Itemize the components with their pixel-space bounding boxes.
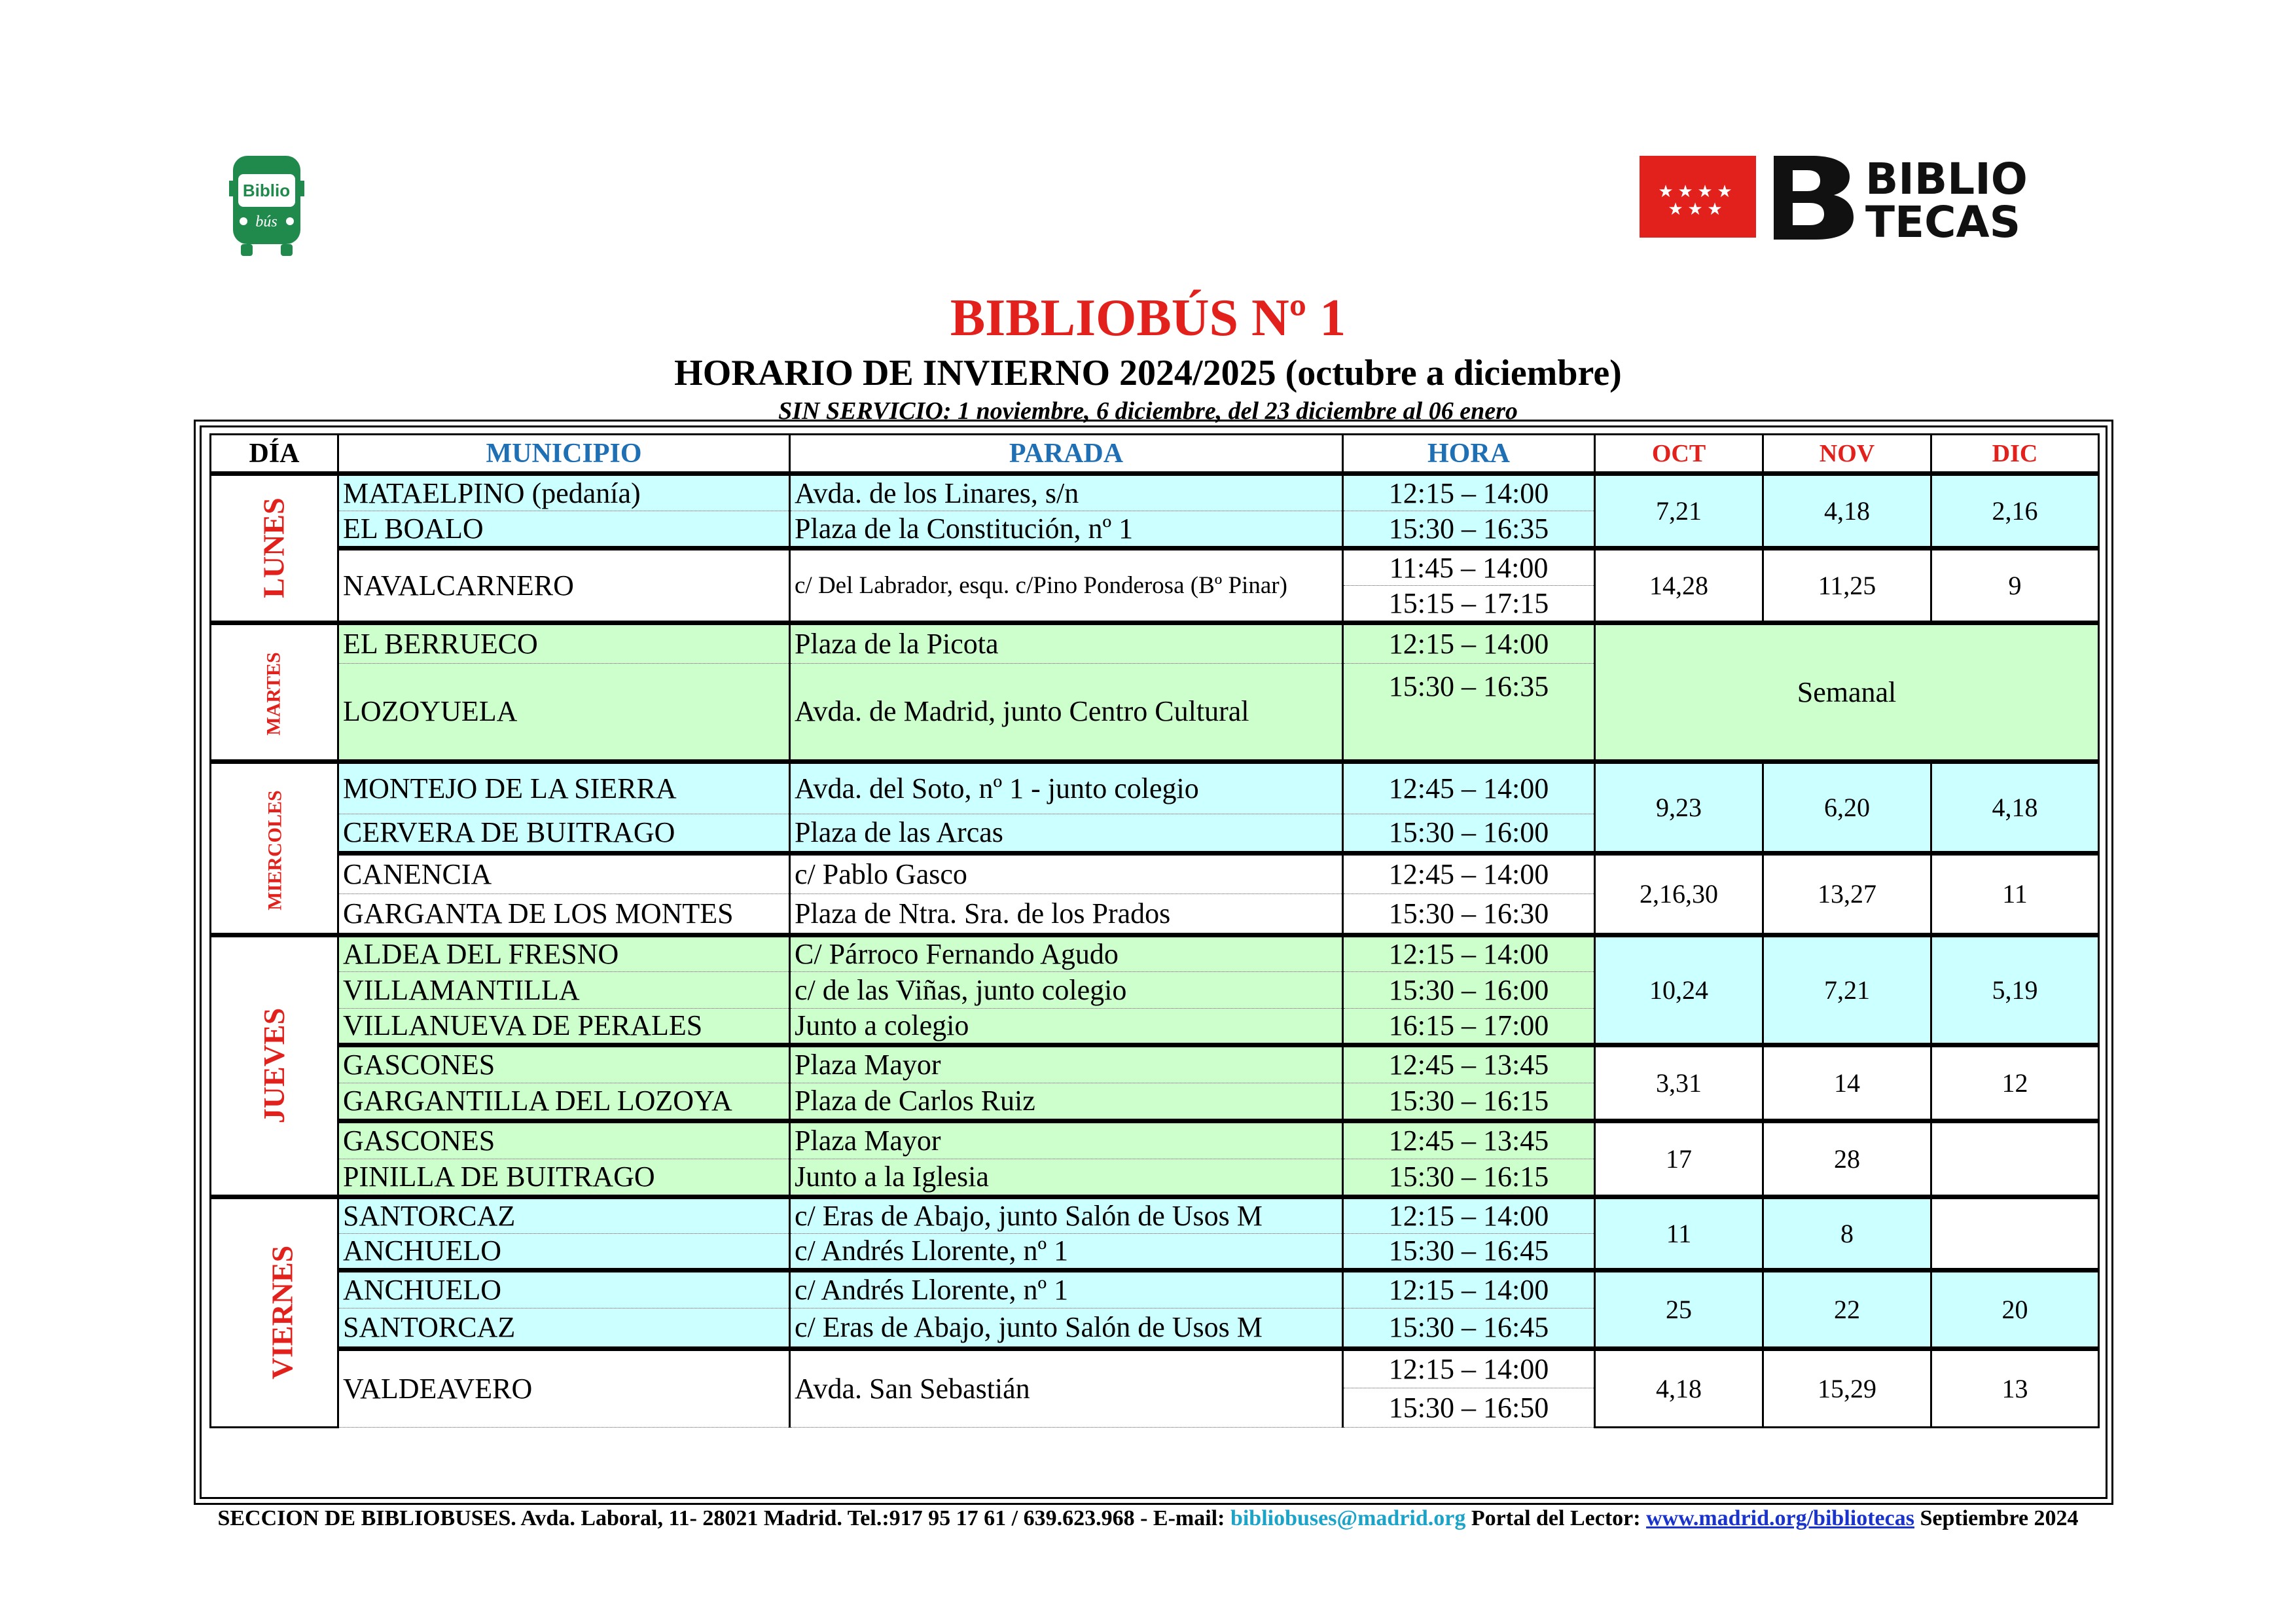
municipio-cell: VILLAMANTILLA [338, 972, 790, 1009]
footer-email-link[interactable]: bibliobuses@madrid.org [1230, 1506, 1466, 1530]
hora-cell: 15:30 – 16:45 [1343, 1234, 1595, 1271]
bus-logo-text-bottom: bús [255, 213, 278, 230]
municipio-cell: CERVERA DE BUITRAGO [338, 814, 790, 854]
day-cell-martes [211, 623, 338, 762]
municipio-cell: SANTORCAZ [338, 1197, 790, 1234]
day-label-jueves: JUEVES [257, 1007, 291, 1124]
footer-portal-link[interactable]: www.madrid.org/bibliotecas [1646, 1506, 1914, 1530]
table-row [211, 1121, 2099, 1159]
parada-cell: Plaza de la Picota [790, 623, 1343, 664]
nov-cell: 8 [1763, 1197, 1931, 1271]
svg-text:★: ★ [1697, 182, 1713, 202]
svg-text:★: ★ [1717, 182, 1732, 202]
municipio-cell: NAVALCARNERO [338, 549, 790, 623]
bibliotecas-line1: BIBLIO [1865, 156, 2028, 204]
oct-cell: 3,31 [1595, 1045, 1763, 1121]
dic-cell: 20 [1931, 1271, 2099, 1349]
hora-cell: 11:45 – 14:00 [1343, 549, 1595, 586]
header-nov: NOV [1763, 435, 1931, 474]
header-hora: HORA [1343, 435, 1595, 474]
hora-cell: 15:30 – 16:45 [1343, 1308, 1595, 1349]
parada-cell: Plaza de Carlos Ruiz [790, 1083, 1343, 1121]
nov-cell: 6,20 [1763, 762, 1931, 854]
municipio-cell: SANTORCAZ [338, 1308, 790, 1349]
dic-cell: 9 [1931, 549, 2099, 623]
hora-cell: 12:15 – 14:00 [1343, 935, 1595, 972]
oct-cell: 2,16,30 [1595, 854, 1763, 935]
hora-cell: 15:15 – 17:15 [1343, 586, 1595, 623]
day-label-lunes: LUNES [257, 497, 291, 598]
municipio-cell: GARGANTILLA DEL LOZOYA [338, 1083, 790, 1121]
municipio-cell: GARGANTA DE LOS MONTES [338, 894, 790, 935]
parada-cell: c/ Andrés Llorente, nº 1 [790, 1234, 1343, 1271]
parada-cell: C/ Párroco Fernando Agudo [790, 935, 1343, 972]
nov-cell: 13,27 [1763, 854, 1931, 935]
nov-cell: 11,25 [1763, 549, 1931, 623]
hora-cell: 15:30 – 16:35 [1343, 511, 1595, 549]
parada-cell: c/ Eras de Abajo, junto Salón de Usos M [790, 1197, 1343, 1234]
header-dic: DIC [1931, 435, 2099, 474]
svg-text:★: ★ [1658, 182, 1674, 202]
parada-cell: Avda. del Soto, nº 1 - junto colegio [790, 762, 1343, 814]
day-label-miercoles: MIERCOLES [264, 789, 286, 911]
nov-cell: 22 [1763, 1271, 1931, 1349]
hora-cell: 12:15 – 14:00 [1343, 474, 1595, 511]
oct-cell: 9,23 [1595, 762, 1763, 854]
municipio-cell: EL BERRUECO [338, 623, 790, 664]
parada-cell: c/ Eras de Abajo, junto Salón de Usos M [790, 1308, 1343, 1349]
page-subtitle: HORARIO DE INVIERNO 2024/2025 (octubre a diciembre) [674, 353, 1622, 393]
table-row [211, 1197, 2099, 1234]
nov-cell: 7,21 [1763, 935, 1931, 1045]
parada-cell: c/ Del Labrador, esqu. c/Pino Ponderosa (Bº Pinar) [790, 549, 1343, 623]
parada-cell: c/ Pablo Gasco [790, 854, 1343, 894]
svg-text:★: ★ [1707, 200, 1723, 219]
table-row [211, 549, 2099, 586]
hora-cell: 12:15 – 14:00 [1343, 1349, 1595, 1388]
hora-cell: 15:30 – 16:15 [1343, 1159, 1595, 1197]
parada-cell: Avda. San Sebastián [790, 1349, 1343, 1428]
bibliotecas-logo [1640, 156, 2111, 240]
table-row [211, 623, 2099, 664]
bus-logo-text-top: Biblio [242, 181, 291, 200]
hora-cell: 15:30 – 16:30 [1343, 894, 1595, 935]
hora-cell: 12:15 – 14:00 [1343, 1271, 1595, 1308]
oct-cell: 11 [1595, 1197, 1763, 1271]
municipio-cell: EL BOALO [338, 511, 790, 549]
day-cell-viernes [211, 1197, 338, 1428]
table-row [211, 1271, 2099, 1308]
day-cell-jueves [211, 935, 338, 1197]
dic-cell: 5,19 [1931, 935, 2099, 1045]
semanal-cell: Semanal [1595, 623, 2099, 762]
oct-cell: 17 [1595, 1121, 1763, 1197]
svg-text:★: ★ [1677, 182, 1693, 202]
footer [0, 1504, 2296, 1533]
table-row [211, 474, 2099, 511]
day-cell-miercoles [211, 762, 338, 935]
hora-cell: 15:30 – 16:00 [1343, 814, 1595, 854]
oct-cell: 7,21 [1595, 474, 1763, 549]
table-row [211, 762, 2099, 814]
dic-cell: 4,18 [1931, 762, 2099, 854]
header-row [211, 435, 2099, 474]
municipio-cell: CANENCIA [338, 854, 790, 894]
hora-cell: 16:15 – 17:00 [1343, 1009, 1595, 1045]
header-dia: DÍA [211, 435, 338, 474]
hora-cell: 12:45 – 13:45 [1343, 1045, 1595, 1083]
oct-cell: 14,28 [1595, 549, 1763, 623]
hora-cell: 12:15 – 14:00 [1343, 1197, 1595, 1234]
hora-cell: 15:30 – 16:35 [1343, 664, 1595, 762]
parada-cell: c/ de las Viñas, junto colegio [790, 972, 1343, 1009]
hora-cell: 12:45 – 13:45 [1343, 1121, 1595, 1159]
municipio-cell: MONTEJO DE LA SIERRA [338, 762, 790, 814]
municipio-cell: ALDEA DEL FRESNO [338, 935, 790, 972]
hora-cell: 12:15 – 14:00 [1343, 623, 1595, 664]
parada-cell: Plaza de la Constitución, nº 1 [790, 511, 1343, 549]
b-mark-icon [1774, 156, 1854, 240]
municipio-cell: VALDEAVERO [338, 1349, 790, 1428]
bibliobus-logo [229, 156, 304, 257]
table-row [211, 1045, 2099, 1083]
parada-cell: Plaza de las Arcas [790, 814, 1343, 854]
dic-cell [1931, 1121, 2099, 1197]
day-label-viernes: VIERNES [265, 1245, 299, 1380]
oct-cell: 10,24 [1595, 935, 1763, 1045]
parada-cell: Plaza Mayor [790, 1121, 1343, 1159]
parada-cell: Plaza Mayor [790, 1045, 1343, 1083]
table-row [211, 854, 2099, 894]
day-cell-lunes [211, 474, 338, 623]
footer-address: SECCION DE BIBLIOBUSES. Avda. Laboral, 11- 28021 Madrid. Tel.:917 95 17 61 / 639.623.968 - E-mail: [217, 1506, 1230, 1530]
nov-cell: 14 [1763, 1045, 1931, 1121]
header-parada: PARADA [790, 435, 1343, 474]
table-row [211, 1349, 2099, 1388]
municipio-cell: PINILLA DE BUITRAGO [338, 1159, 790, 1197]
footer-date: Septiembre 2024 [1914, 1506, 2079, 1530]
oct-cell: 25 [1595, 1271, 1763, 1349]
day-label-martes: MARTES [262, 652, 285, 736]
municipio-cell: ANCHUELO [338, 1271, 790, 1308]
parada-cell: Junto a la Iglesia [790, 1159, 1343, 1197]
table-row [211, 935, 2099, 972]
parada-cell: Junto a colegio [790, 1009, 1343, 1045]
hora-cell: 12:45 – 14:00 [1343, 762, 1595, 814]
header-oct: OCT [1595, 435, 1763, 474]
parada-cell: Plaza de Ntra. Sra. de los Prados [790, 894, 1343, 935]
hora-cell: 15:30 – 16:15 [1343, 1083, 1595, 1121]
hora-cell: 12:45 – 14:00 [1343, 854, 1595, 894]
dic-cell: 11 [1931, 854, 2099, 935]
nov-cell: 15,29 [1763, 1349, 1931, 1428]
nov-cell: 28 [1763, 1121, 1931, 1197]
municipio-cell: GASCONES [338, 1121, 790, 1159]
bibliotecas-line2: TECAS [1865, 197, 2021, 240]
parada-cell: Avda. de Madrid, junto Centro Cultural [790, 664, 1343, 762]
dic-cell [1931, 1197, 2099, 1271]
schedule-table [209, 433, 2100, 1428]
dic-cell: 12 [1931, 1045, 2099, 1121]
parada-cell: c/ Andrés Llorente, nº 1 [790, 1271, 1343, 1308]
hora-cell: 15:30 – 16:50 [1343, 1388, 1595, 1428]
municipio-cell: MATAELPINO (pedanía) [338, 474, 790, 511]
municipio-cell: LOZOYUELA [338, 664, 790, 762]
dic-cell: 13 [1931, 1349, 2099, 1428]
nov-cell: 4,18 [1763, 474, 1931, 549]
hora-cell: 15:30 – 16:00 [1343, 972, 1595, 1009]
parada-cell: Avda. de los Linares, s/n [790, 474, 1343, 511]
svg-text:★: ★ [1687, 200, 1703, 219]
svg-text:★: ★ [1668, 200, 1683, 219]
oct-cell: 4,18 [1595, 1349, 1763, 1428]
no-service-notice: SIN SERVICIO: 1 noviembre, 6 diciembre, del 23 diciembre al 06 enero [778, 397, 1518, 425]
footer-portal-label: Portal del Lector: [1465, 1506, 1647, 1530]
dic-cell: 2,16 [1931, 474, 2099, 549]
municipio-cell: ANCHUELO [338, 1234, 790, 1271]
page-title: BIBLIOBÚS Nº 1 [950, 289, 1346, 347]
municipio-cell: GASCONES [338, 1045, 790, 1083]
municipio-cell: VILLANUEVA DE PERALES [338, 1009, 790, 1045]
header-municipio: MUNICIPIO [338, 435, 790, 474]
